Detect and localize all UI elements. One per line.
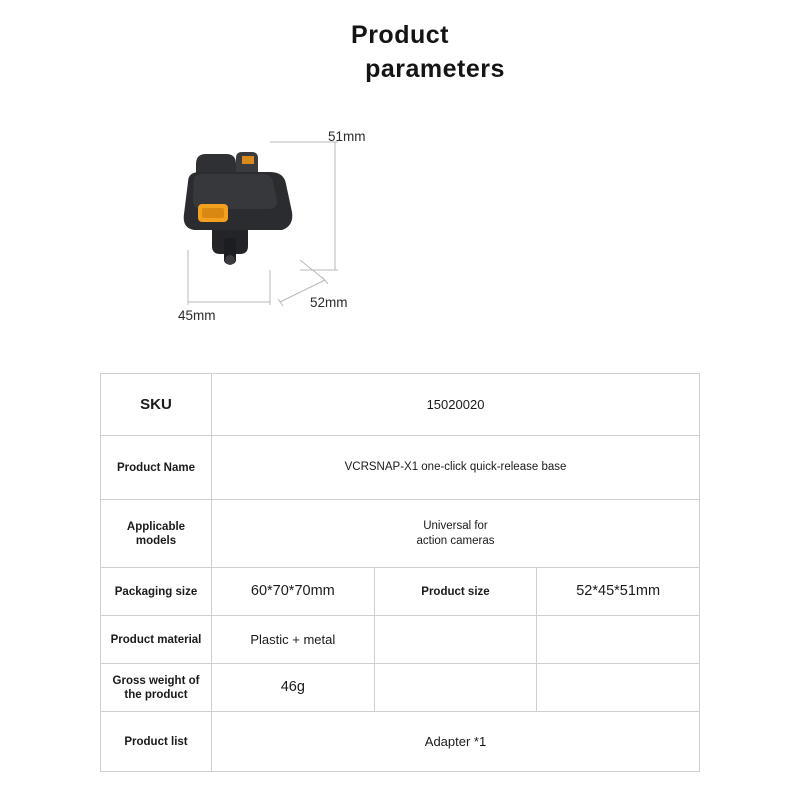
dimension-depth-label: 52mm: [310, 295, 348, 310]
spec-label-applicable-models-line1: Applicable models: [126, 520, 186, 547]
spec-empty-cell-3: [374, 664, 537, 712]
spec-label-product-size: Product size: [374, 568, 537, 616]
table-row: [101, 500, 700, 568]
table-row: [101, 664, 700, 712]
table-row: [101, 568, 700, 616]
spec-label-product-list: Product list: [101, 712, 212, 772]
product-spec-table: [100, 373, 700, 772]
spec-value-product-name: VCRSNAP-X1 one-click quick-release base: [212, 436, 700, 500]
spec-value-applicable-models: [212, 500, 700, 568]
dimension-height-label: 51mm: [328, 129, 366, 144]
spec-label-packaging-size: Packaging size: [101, 568, 212, 616]
spec-value-product-list: Adapter *1: [212, 712, 700, 772]
spec-label-product-material-text: Product material: [110, 633, 202, 646]
spec-label-sku: SKU: [101, 374, 212, 436]
spec-empty-cell-1: [374, 616, 537, 664]
spec-empty-cell-2: [537, 616, 700, 664]
table-row: [101, 436, 700, 500]
spec-value-product-size: 52*45*51mm: [537, 568, 700, 616]
table-row: [101, 374, 700, 436]
table-row: [101, 616, 700, 664]
applicable-models-line-1: Universal for: [423, 519, 488, 532]
spec-empty-cell-4: [537, 664, 700, 712]
dimension-width-label: 45mm: [178, 308, 216, 323]
spec-label-product-name: Product Name: [101, 436, 212, 500]
page-title-line-2: parameters: [365, 55, 505, 83]
table-row: [101, 712, 700, 772]
spec-value-packaging-size: 60*70*70mm: [212, 568, 375, 616]
applicable-models-line-2: action cameras: [416, 534, 495, 547]
page-title-line-1: Product: [351, 21, 449, 49]
product-figure-svg: [150, 120, 410, 340]
spec-value-gross-weight: 46g: [212, 664, 375, 712]
spec-label-applicable-models: [101, 500, 212, 568]
product-illustration: [150, 120, 410, 340]
spec-label-gross-weight: Gross weight of the product: [101, 664, 212, 712]
product-body: [184, 152, 293, 265]
page-title: [0, 18, 800, 86]
spec-value-product-material: Plastic + metal: [212, 616, 375, 664]
spec-label-product-material: [101, 616, 212, 664]
spec-value-sku: 15020020: [212, 374, 700, 436]
